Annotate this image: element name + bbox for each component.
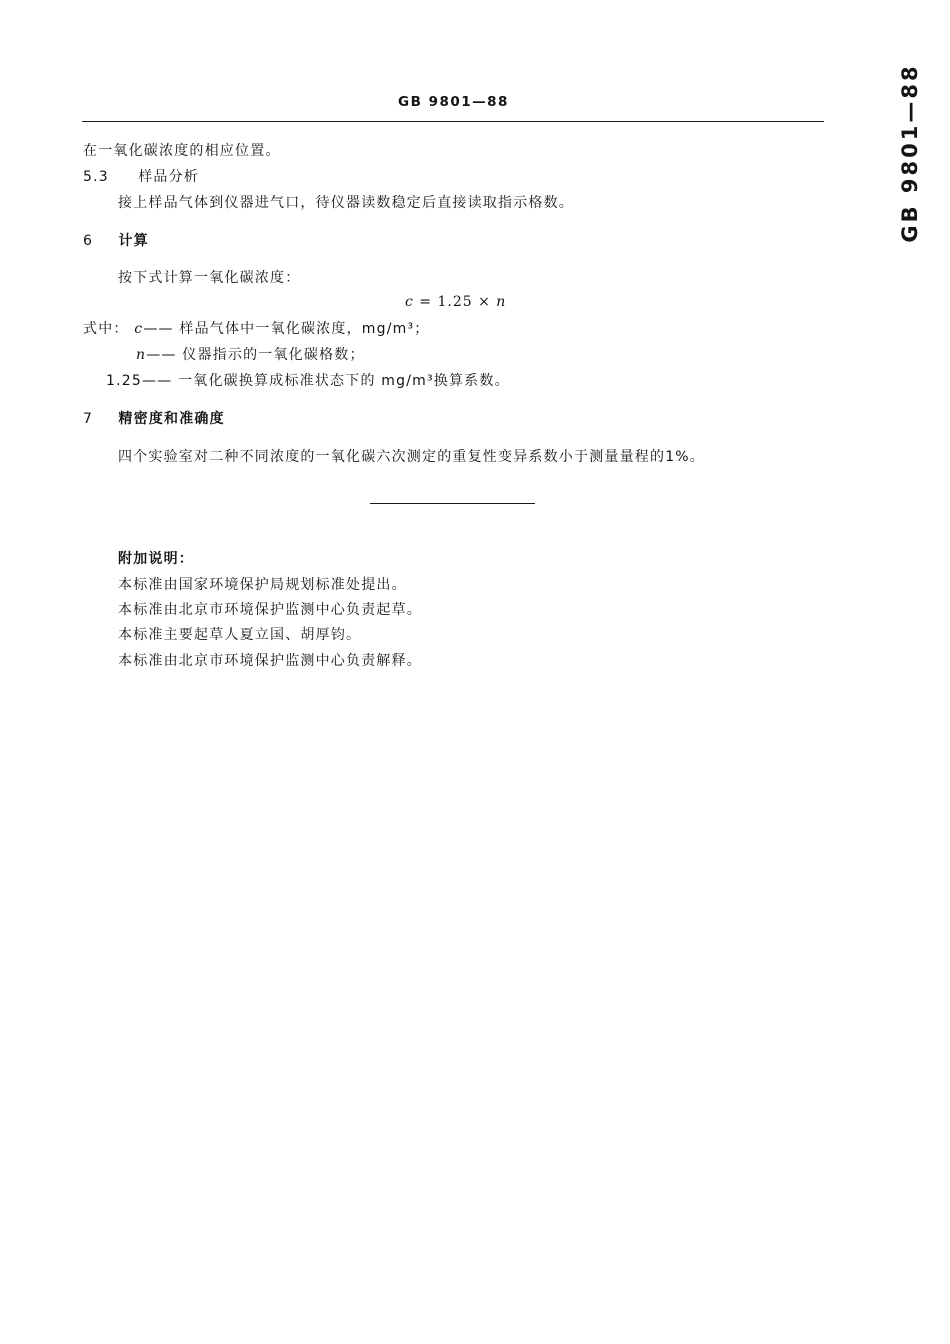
section-6-title: 计算 [118, 233, 149, 249]
formula [405, 294, 506, 310]
definition-c [83, 318, 429, 338]
section-5-3-title: 样品分析 [138, 169, 199, 185]
appendix-title: 附加说明： [118, 551, 194, 567]
section-7-text: 四个实验室对二种不同浓度的一氧化碳六次测定的重复性变异系数小于测量量程的1%。 [118, 449, 706, 465]
definition-coefficient-desc: 一氧化碳换算成标准状态下的 mg/m³换算系数。 [178, 373, 510, 389]
definition-c-desc: 样品气体中一氧化碳浓度，mg/m³； [179, 321, 430, 337]
section-7-number: 7 [83, 411, 94, 427]
definition-c-symbol: c [134, 321, 144, 337]
section-5-3-heading [83, 166, 199, 186]
section-6-intro: 按下式计算一氧化碳浓度： [118, 270, 301, 286]
continuation-text: 在一氧化碳浓度的相应位置。 [83, 143, 281, 159]
definition-n-desc: 仪器指示的一氧化碳格数； [182, 347, 365, 363]
section-6-heading [83, 230, 149, 250]
where-label: 式中： [83, 321, 129, 337]
section-7-title: 精密度和准确度 [118, 411, 225, 427]
definition-n-dash: —— [146, 347, 177, 363]
definition-coefficient-symbol: 1.25 [106, 373, 142, 389]
appendix-line: 本标准由北京市环境保护监测中心负责解释。 [118, 653, 422, 669]
formula-var: n [496, 294, 507, 310]
appendix-line: 本标准由国家环境保护局规划标准处提出。 [118, 577, 407, 593]
appendix-line: 本标准主要起草人夏立国、胡厚钧。 [118, 627, 362, 643]
formula-lhs: c [405, 294, 414, 310]
section-separator [370, 503, 535, 504]
header-rule [82, 121, 824, 122]
definition-c-dash: —— [143, 321, 174, 337]
definition-n [136, 344, 365, 364]
appendix-line: 本标准由北京市环境保护监测中心负责起草。 [118, 602, 422, 618]
page-header-doc-code: GB 9801—88 [398, 94, 509, 110]
section-6-number: 6 [83, 233, 94, 249]
definition-coefficient-dash: —— [141, 373, 173, 389]
section-7-heading [83, 408, 225, 428]
formula-rhs: = 1.25 × [419, 294, 497, 310]
side-doc-code [890, 63, 930, 243]
section-5-3-text: 接上样品气体到仪器进气口，待仪器读数稳定后直接读取指示格数。 [118, 195, 574, 211]
definition-n-symbol: n [136, 347, 147, 363]
side-doc-code-text: GB 9801—88 [898, 63, 922, 243]
section-5-3-number: 5.3 [83, 169, 109, 185]
definition-coefficient [106, 370, 510, 390]
